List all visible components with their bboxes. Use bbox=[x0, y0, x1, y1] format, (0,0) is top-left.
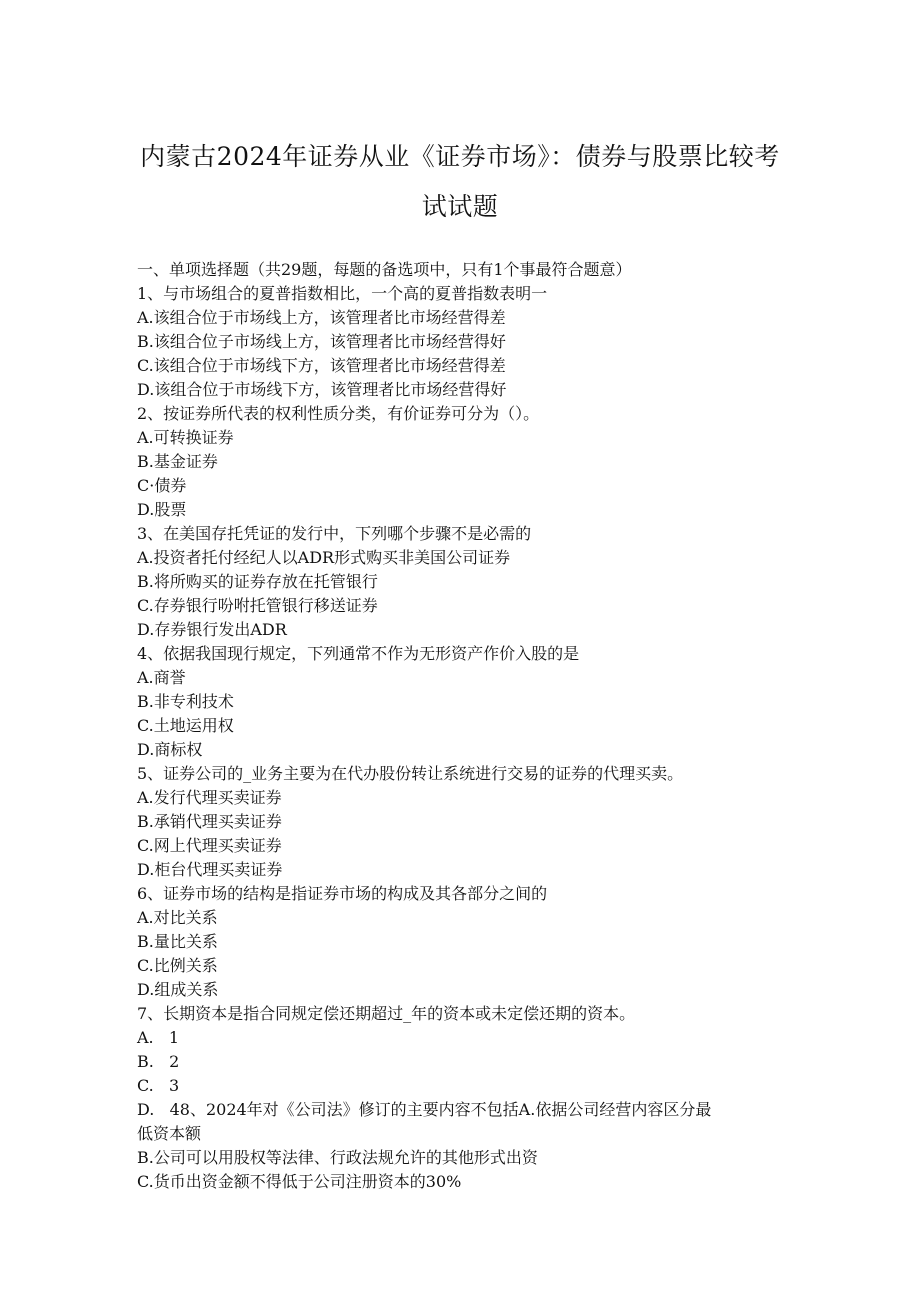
q3-option-c: C.存券银行吩咐托管银行移送证券 bbox=[137, 596, 378, 615]
q2-option-c: C·债券 bbox=[137, 476, 187, 495]
q7-option-d-and-question-8: D. 48、2024年对《公司法》修订的主要内容不包括A.依据公司经营内容区分最 bbox=[137, 1100, 712, 1119]
question-4: 4、依据我国现行规定，下列通常不作为无形资产作价入股的是 bbox=[137, 644, 580, 663]
document-body bbox=[137, 258, 797, 1194]
q3-option-a: A.投资者托付经纪人以ADR形式购买非美国公司证券 bbox=[137, 548, 511, 567]
q8-option-a-continued: 低资本额 bbox=[137, 1124, 202, 1143]
q5-option-b: B.承销代理买卖证券 bbox=[137, 812, 282, 831]
q7-option-a: A. 1 bbox=[137, 1028, 180, 1047]
q1-option-b: B.该组合位子市场线上方，该管理者比市场经营得好 bbox=[137, 332, 506, 351]
q7-option-c: C. 3 bbox=[137, 1076, 180, 1095]
q6-option-a: A.对比关系 bbox=[137, 908, 218, 927]
section-heading: 一、单项选择题（共29题，每题的备选项中，只有1个事最符合题意） bbox=[137, 260, 632, 279]
q4-option-b: B.非专利技术 bbox=[137, 692, 234, 711]
q5-option-d: D.柜台代理买卖证券 bbox=[137, 860, 283, 879]
document-title-line-2: 试试题 bbox=[421, 192, 499, 221]
q4-option-c: C.土地运用权 bbox=[137, 716, 234, 735]
question-2: 2、按证券所代表的权利性质分类，有价证券可分为（）。 bbox=[137, 404, 540, 423]
q2-option-d: D.股票 bbox=[137, 500, 187, 519]
document-title-line-1: 内蒙古2024年证券从业《证券市场》：债券与股票比较考 bbox=[140, 142, 780, 171]
question-7: 7、长期资本是指合同规定偿还期超过_年的资本或未定偿还期的资本。 bbox=[137, 1004, 636, 1023]
q4-option-a: A.商誉 bbox=[137, 668, 186, 687]
q1-option-a: A.该组合位于市场线上方，该管理者比市场经营得差 bbox=[137, 308, 506, 327]
q6-option-c: C.比例关系 bbox=[137, 956, 218, 975]
question-5: 5、证券公司的_业务主要为在代办股份转让系统进行交易的证券的代理买卖。 bbox=[137, 764, 684, 783]
question-3: 3、在美国存托凭证的发行中，下列哪个步骤不是必需的 bbox=[137, 524, 532, 543]
q1-option-d: D.该组合位于市场线下方，该管理者比市场经营得好 bbox=[137, 380, 507, 399]
q5-option-c: C.网上代理买卖证券 bbox=[137, 836, 282, 855]
q8-option-b: B.公司可以用股权等法律、行政法规允许的其他形式出资 bbox=[137, 1148, 538, 1167]
question-6: 6、证券市场的结构是指证券市场的构成及其各部分之间的 bbox=[137, 884, 548, 903]
q2-option-b: B.基金证券 bbox=[137, 452, 218, 471]
q8-option-c: C.货币出资金额不得低于公司注册资本的30% bbox=[137, 1172, 462, 1191]
q5-option-a: A.发行代理买卖证券 bbox=[137, 788, 282, 807]
q6-option-b: B.量比关系 bbox=[137, 932, 218, 951]
q1-option-c: C.该组合位于市场线下方，该管理者比市场经营得差 bbox=[137, 356, 506, 375]
q2-option-a: A.可转换证券 bbox=[137, 428, 234, 447]
q3-option-b: B.将所购买的证券存放在托管银行 bbox=[137, 572, 378, 591]
question-1: 1、与市场组合的夏普指数相比，一个高的夏普指数表明一 bbox=[137, 284, 548, 303]
q7-option-b: B. 2 bbox=[137, 1052, 180, 1071]
q4-option-d: D.商标权 bbox=[137, 740, 203, 759]
q6-option-d: D.组成关系 bbox=[137, 980, 219, 999]
q3-option-d: D.存券银行发出ADR bbox=[137, 620, 287, 639]
